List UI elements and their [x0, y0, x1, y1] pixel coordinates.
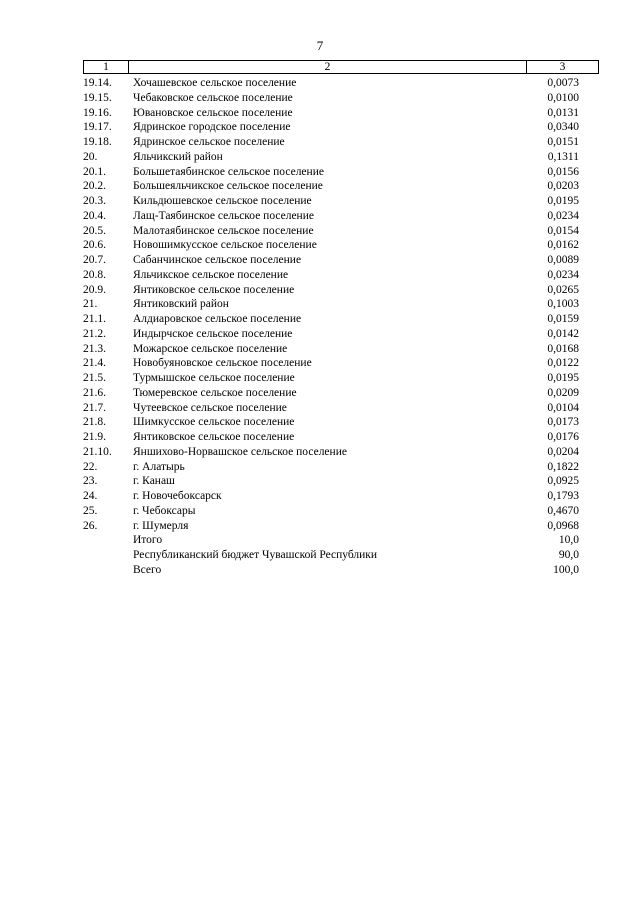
- row-number: 20.7.: [83, 254, 106, 266]
- row-number: 19.18.: [83, 136, 112, 148]
- table-row: [83, 283, 599, 298]
- row-value: 0,1003: [547, 298, 579, 311]
- header-col-2: 2: [129, 61, 527, 73]
- row-number: [83, 548, 133, 563]
- table-row: [83, 120, 599, 135]
- row-number: 22.: [83, 460, 98, 473]
- table-row: [83, 386, 599, 401]
- row-name: Новобуяновское сельское поселение: [133, 357, 312, 370]
- row-name: Большеяльчикское сельское поселение: [133, 180, 323, 193]
- row-number: 21.7.: [83, 401, 106, 414]
- row-name: г. Чебоксары: [133, 504, 196, 517]
- row-name: Янтиковское сельское поселение: [133, 283, 295, 296]
- table-row: [83, 504, 599, 519]
- row-number: 25.: [83, 504, 98, 517]
- row-value: 0,0968: [547, 519, 579, 532]
- row-number: 21.4.: [83, 357, 106, 370]
- row-number: 20.8.: [83, 268, 106, 281]
- row-value: 10,0: [558, 534, 579, 547]
- row-value: 0,0203: [547, 180, 579, 193]
- table-row: [83, 533, 599, 548]
- row-name: Большетаябинское сельское поселение: [133, 165, 324, 178]
- table-row: [83, 209, 599, 224]
- row-number: 21.5.: [83, 372, 106, 384]
- table-row: [83, 430, 599, 445]
- table-row: [83, 268, 599, 283]
- table-row: [83, 76, 599, 91]
- table-row: [83, 519, 599, 534]
- table-row: [83, 194, 599, 209]
- row-value: 0,1311: [547, 150, 579, 163]
- row-value: 0,0122: [547, 357, 579, 370]
- row-name: Шимкусское сельское поселение: [133, 416, 295, 429]
- row-value: 0,0100: [547, 91, 579, 104]
- table-row: [83, 371, 599, 386]
- row-number: 21.6.: [83, 386, 106, 399]
- row-number: 26.: [83, 519, 98, 532]
- row-number: 21.3.: [83, 342, 106, 355]
- table-row: [83, 179, 599, 194]
- row-number: 20.3.: [83, 195, 106, 207]
- row-value: 0,0151: [547, 136, 579, 148]
- row-value: 0,0265: [547, 283, 579, 296]
- row-value: 0,1822: [547, 460, 579, 473]
- table-row: [83, 312, 599, 327]
- row-name: Тюмеревское сельское поселение: [133, 386, 297, 399]
- row-value: 0,0234: [547, 209, 579, 222]
- row-number: 19.17.: [83, 121, 112, 134]
- table-row: [83, 342, 599, 357]
- row-value: 0,0176: [547, 431, 579, 443]
- row-value: 0,0925: [547, 475, 579, 488]
- row-number: 21.8.: [83, 416, 106, 429]
- row-number: 21.: [83, 298, 98, 311]
- row-value: 0,0234: [547, 268, 579, 281]
- header-col-1: 1: [84, 61, 129, 73]
- table-row: [83, 415, 599, 430]
- table-row: [83, 460, 599, 475]
- table-row: [83, 150, 599, 165]
- row-number: 21.10.: [83, 445, 112, 458]
- row-number: 20.6.: [83, 239, 106, 252]
- row-name: Хочашевское сельское поселение: [133, 77, 297, 89]
- table-row: [83, 327, 599, 342]
- row-name: Яншихово-Норвашское сельское поселение: [133, 445, 347, 458]
- row-value: 0,0173: [547, 416, 579, 429]
- row-value: 100,0: [553, 563, 579, 576]
- row-value: 0,1793: [547, 490, 579, 502]
- row-value: 0,4670: [547, 504, 579, 517]
- table-row: [83, 445, 599, 460]
- row-name: Сабанчинское сельское поселение: [133, 254, 302, 266]
- row-number: 19.15.: [83, 91, 112, 104]
- table-row: [83, 548, 599, 563]
- row-value: 0,0142: [547, 327, 579, 340]
- table-body: [83, 76, 599, 578]
- row-value: 0,0168: [547, 342, 579, 355]
- row-number: 20.9.: [83, 283, 106, 296]
- table-row: [83, 224, 599, 239]
- row-value: 0,0156: [547, 165, 579, 178]
- row-number: 20.5.: [83, 224, 106, 237]
- row-value: 0,0131: [547, 106, 579, 119]
- row-number: 20.4.: [83, 209, 106, 222]
- table-row: [83, 165, 599, 180]
- row-value: 0,0204: [547, 445, 579, 458]
- row-name: Новошимкусское сельское поселение: [133, 239, 317, 252]
- row-name: Ядринское сельское поселение: [133, 136, 285, 148]
- row-number: 19.16.: [83, 106, 112, 119]
- table-row: [83, 474, 599, 489]
- row-value: 0,0154: [547, 224, 579, 237]
- row-name: Яльчикский район: [133, 150, 223, 163]
- row-name: Кильдюшевское сельское поселение: [133, 195, 312, 207]
- row-name: Ядринское городское поселение: [133, 121, 291, 134]
- row-name: г. Новочебоксарск: [133, 490, 222, 502]
- header-col-3: 3: [559, 61, 566, 73]
- row-name: г. Алатырь: [133, 460, 185, 473]
- row-name: Малотаябинское сельское поселение: [133, 224, 314, 237]
- row-name: Янтиковский район: [133, 298, 229, 311]
- table-row: [83, 401, 599, 416]
- row-name: Алдиаровское сельское поселение: [133, 313, 302, 325]
- row-name: г. Канаш: [133, 475, 175, 488]
- table-row: [83, 238, 599, 253]
- table-row: [83, 563, 599, 578]
- table-row: [83, 356, 599, 371]
- row-value: 0,0073: [547, 77, 579, 89]
- row-name: Можарское сельское поселение: [133, 342, 288, 355]
- row-name: Чебаковское сельское поселение: [133, 91, 293, 104]
- row-number: 20.: [83, 150, 98, 163]
- table-row: [83, 489, 599, 504]
- row-value: 0,0089: [547, 254, 579, 266]
- row-number: 21.2.: [83, 327, 106, 340]
- row-name: Ювановское сельское поселение: [133, 106, 293, 119]
- row-name: Яльчикское сельское поселение: [133, 268, 289, 281]
- table-row: [83, 91, 599, 106]
- row-number: 21.9.: [83, 431, 106, 443]
- distribution-table: [83, 60, 599, 578]
- row-value: 0,0340: [547, 121, 579, 134]
- row-name: Янтиковское сельское поселение: [133, 431, 295, 443]
- row-value: 90,0: [558, 549, 579, 561]
- row-number: 20.1.: [83, 165, 106, 178]
- row-name: Итого: [133, 534, 163, 547]
- row-number: 21.1.: [83, 313, 106, 325]
- row-name: Турмышское сельское поселение: [133, 372, 295, 384]
- table-row: [83, 297, 599, 312]
- row-name: Всего: [133, 563, 162, 576]
- row-value: 0,0195: [547, 195, 579, 207]
- row-name: Республиканский бюджет Чувашской Республики: [133, 549, 378, 561]
- table-row: [83, 135, 599, 150]
- row-number: 23.: [83, 475, 98, 488]
- row-name: Чутеевское сельское поселение: [133, 401, 287, 414]
- row-value: 0,0195: [547, 372, 579, 384]
- row-value: 0,0104: [547, 401, 579, 414]
- row-value: 0,0162: [547, 239, 579, 252]
- row-value: 0,0209: [547, 386, 579, 399]
- page-number: 7: [316, 38, 324, 53]
- table-row: [83, 253, 599, 268]
- row-number: 24.: [83, 490, 98, 502]
- row-name: г. Шумерля: [133, 519, 189, 532]
- table-row: [83, 106, 599, 121]
- row-name: Индырчское сельское поселение: [133, 327, 293, 340]
- table-header: [83, 60, 599, 74]
- row-name: Лащ-Таябинское сельское поселение: [133, 209, 314, 222]
- row-number: [83, 563, 133, 578]
- row-value: 0,0159: [547, 313, 579, 325]
- row-number: 19.14.: [83, 77, 112, 89]
- row-number: 20.2.: [83, 180, 106, 193]
- row-number: [83, 533, 133, 548]
